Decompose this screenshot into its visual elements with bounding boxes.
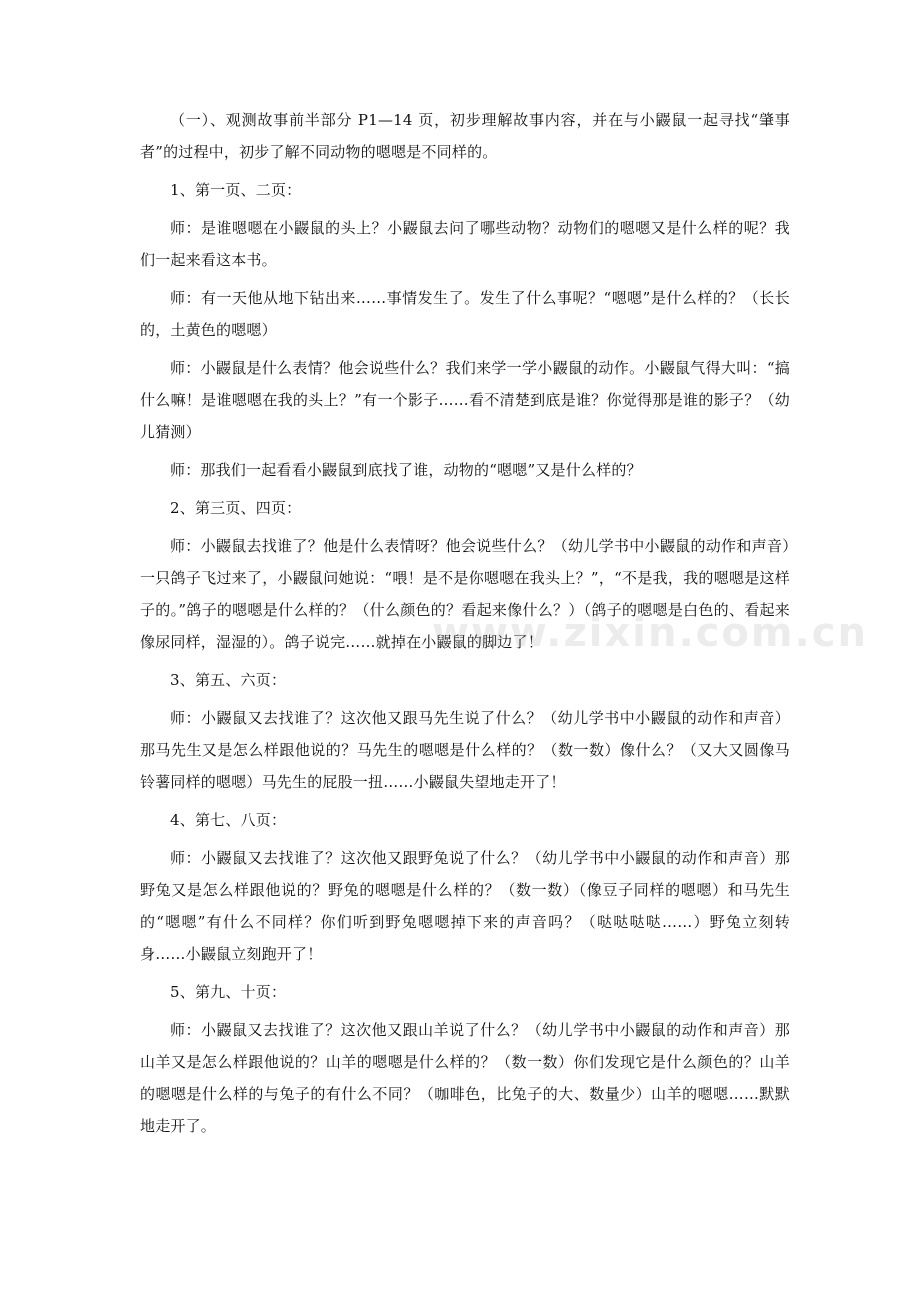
body-paragraph: 师：小鼹鼠去找谁了？他是什么表情呀？他会说些什么？（幼儿学书中小鼹鼠的动作和声音）一只鸽子飞过来了，小鼹鼠问她说：“喂！是不是你嗯嗯在我头上？”，“不是我，我的嗯嗯是这样子的。”鸽子的嗯嗯是什么样的？（什么颜色的？看起来像什么？）（鸽子的嗯嗯是白色的、看起来像尿同样，湿湿的）。鸽子说完……就掉在小鼹鼠的脚边了！ xyxy=(140,537,790,651)
section-heading-5: 5、第九、十页： xyxy=(170,983,287,1001)
section-heading-4: 4、第七、八页： xyxy=(170,811,287,829)
body-paragraph: 师：那我们一起看看小鼹鼠到底找了谁，动物的“嗯嗯”又是什么样的？ xyxy=(170,461,642,479)
body-paragraph: 师：有一天他从地下钻出来……事情发生了。发生了什么事呢？“嗯嗯”是什么样的？（长长的，土黄色的嗯嗯） xyxy=(140,289,790,339)
document-body xyxy=(140,104,790,1148)
intro-paragraph: （一）、观测故事前半部分 P1—14 页，初步理解故事内容，并在与小鼹鼠一起寻找“肇事者”的过程中，初步了解不同动物的嗯嗯是不同样的。 xyxy=(140,111,790,161)
body-paragraph: 师：小鼹鼠又去找谁了？这次他又跟野兔说了什么？（幼儿学书中小鼹鼠的动作和声音）那野兔又是怎么样跟他说的？野兔的嗯嗯是什么样的？（数一数）（像豆子同样的嗯嗯）和马先生的“嗯嗯”有什么不同样？你们听到野兔嗯嗯掉下来的声音吗？（哒哒哒哒……）野兔立刻转身……小鼹鼠立刻跑开了！ xyxy=(140,849,790,963)
section-heading-2: 2、第三页、四页： xyxy=(170,499,302,517)
body-paragraph: 师：小鼹鼠又去找谁了？这次他又跟马先生说了什么？（幼儿学书中小鼹鼠的动作和声音）那马先生又是怎么样跟他说的？马先生的嗯嗯是什么样的？（数一数）像什么？（又大又圆像马铃薯同样的嗯嗯）马先生的屁股一扭……小鼹鼠失望地走开了！ xyxy=(140,709,790,791)
section-heading-3: 3、第五、六页： xyxy=(170,671,287,689)
body-paragraph: 师：小鼹鼠是什么表情？他会说些什么？我们来学一学小鼹鼠的动作。小鼹鼠气得大叫：“搞什么嘛！是谁嗯嗯在我的头上？”有一个影子……看不清楚到底是谁？你觉得那是谁的影子？（幼儿猜测） xyxy=(140,359,790,441)
section-heading-1: 1、第一页、二页： xyxy=(170,181,302,199)
body-paragraph: 师：小鼹鼠又去找谁了？这次他又跟山羊说了什么？（幼儿学书中小鼹鼠的动作和声音）那山羊又是怎么样跟他说的？山羊的嗯嗯是什么样的？（数一数）你们发现它是什么颜色的？山羊的嗯嗯是什么样的与兔子的有什么不同？（咖啡色，比兔子的大、数量少）山羊的嗯嗯……默默地走开了。 xyxy=(140,1021,790,1135)
body-paragraph: 师：是谁嗯嗯在小鼹鼠的头上？小鼹鼠去问了哪些动物？动物们的嗯嗯又是什么样的呢？我们一起来看这本书。 xyxy=(140,219,790,269)
watermark: www.zixin.com.cn xyxy=(432,610,868,656)
